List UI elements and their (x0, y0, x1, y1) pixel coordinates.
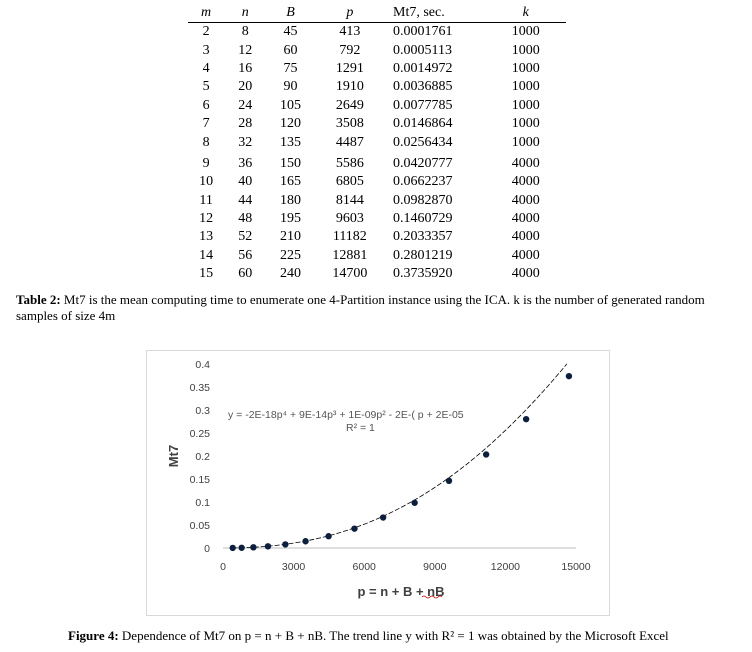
data-point (380, 514, 386, 520)
cell-k: 4000 (511, 211, 540, 227)
data-point (523, 416, 529, 422)
cell-n: 28 (238, 116, 253, 132)
cell-b: 135 (280, 134, 302, 150)
x-tick-label: 12000 (490, 561, 521, 573)
cell-m: 11 (199, 192, 213, 208)
cell-k: 1000 (511, 79, 540, 95)
cell-b: 195 (280, 211, 302, 227)
cell-b: 45 (283, 24, 298, 40)
table-row (188, 228, 566, 246)
cell-b: 225 (280, 247, 302, 263)
header-p: p (315, 4, 385, 23)
data-point (566, 373, 572, 379)
cell-k: 1000 (511, 42, 540, 58)
trend-line (233, 364, 567, 548)
cell-n: 56 (238, 247, 253, 263)
x-tick-label: 9000 (423, 561, 447, 573)
cell-m: 3 (202, 42, 210, 58)
cell-n: 36 (238, 155, 253, 171)
cell-p: 2649 (335, 97, 364, 113)
data-point (411, 500, 417, 506)
cell-p: 1910 (335, 79, 364, 95)
cell-k: 1000 (511, 134, 540, 150)
cell-k: 4000 (511, 174, 540, 190)
cell-b: 210 (280, 229, 302, 245)
data-point (238, 545, 244, 551)
header-b: B (266, 4, 314, 23)
x-tick-label: 3000 (281, 561, 306, 573)
cell-p: 5586 (335, 155, 364, 171)
cell-mt7: 0.1460729 (393, 211, 453, 227)
cell-p: 4487 (335, 134, 364, 150)
data-point (483, 451, 489, 457)
cell-mt7: 0.0420777 (393, 155, 453, 171)
cell-p: 1291 (335, 60, 364, 76)
cell-m: 12 (199, 211, 214, 227)
table-row (188, 152, 566, 173)
x-axis-label: p = n + B + nB (357, 584, 445, 599)
cell-n: 8 (241, 24, 249, 40)
cell-m: 13 (199, 229, 214, 245)
table-row (188, 210, 566, 228)
cell-n: 32 (238, 134, 253, 150)
table-row (188, 173, 566, 191)
cell-mt7: 0.0662237 (393, 174, 453, 190)
cell-k: 1000 (511, 116, 540, 132)
cell-p: 413 (339, 24, 361, 40)
data-point (282, 541, 288, 547)
data-point (302, 538, 308, 544)
cell-p: 8144 (335, 192, 364, 208)
y-tick-label: 0.05 (189, 520, 210, 532)
cell-b: 120 (280, 116, 302, 132)
cell-b: 240 (280, 266, 302, 282)
y-tick-label: 0.4 (195, 359, 210, 371)
cell-mt7: 0.0146864 (393, 116, 453, 132)
table-row (188, 78, 566, 96)
cell-p: 11182 (332, 229, 367, 245)
cell-n: 24 (238, 97, 253, 113)
cell-n: 52 (238, 229, 253, 245)
results-table (188, 4, 566, 283)
cell-b: 180 (280, 192, 302, 208)
cell-k: 4000 (511, 155, 540, 171)
cell-p: 6805 (335, 174, 364, 190)
cell-p: 3508 (335, 116, 364, 132)
table-row (188, 133, 566, 151)
header-mt7: Mt7, sec. (385, 4, 486, 23)
data-point (446, 478, 452, 484)
cell-mt7: 0.2033357 (393, 229, 453, 245)
cell-mt7: 0.0256434 (393, 134, 453, 150)
cell-b: 60 (283, 42, 298, 58)
data-point (265, 543, 271, 549)
table-caption-label: Table 2: (16, 292, 61, 307)
figure-caption (68, 628, 748, 644)
x-tick-label: 15000 (561, 561, 591, 573)
cell-b: 150 (280, 155, 302, 171)
table-row (188, 60, 566, 78)
cell-m: 2 (202, 24, 210, 40)
cell-b: 165 (280, 174, 302, 190)
table-row (188, 265, 566, 283)
cell-mt7: 0.0001761 (393, 24, 453, 40)
table-body (188, 23, 566, 284)
cell-b: 75 (283, 60, 298, 76)
cell-n: 20 (238, 79, 253, 95)
header-m: m (188, 4, 224, 23)
figure-caption-text: Dependence of Mt7 on p = n + B + nB. The trend line y with R² = 1 was obtained by the Microsoft Excel (118, 628, 669, 643)
y-tick-label: 0.35 (189, 382, 210, 394)
cell-p: 14700 (332, 266, 368, 282)
cell-m: 5 (202, 79, 210, 95)
y-tick-label: 0.3 (195, 405, 210, 417)
table-caption-text: Mt7 is the mean computing time to enumerate one 4-Partition instance using the ICA. k is the number of generated random samples of size 4m (16, 292, 705, 323)
figure-caption-label: Figure 4: (68, 628, 119, 643)
y-axis-label: Mt7 (166, 444, 181, 468)
data-point (325, 533, 331, 539)
cell-k: 4000 (511, 266, 540, 282)
cell-n: 16 (238, 60, 253, 76)
y-tick-label: 0 (204, 543, 210, 555)
table-header-row (188, 4, 566, 23)
cell-m: 7 (202, 116, 210, 132)
cell-m: 8 (202, 134, 210, 150)
table-row (188, 192, 566, 210)
cell-mt7: 0.0077785 (393, 97, 453, 113)
table-row (188, 23, 566, 42)
cell-b: 90 (283, 79, 298, 95)
cell-m: 9 (202, 155, 210, 171)
trend-r2: R² = 1 (346, 422, 375, 434)
cell-m: 6 (202, 97, 210, 113)
y-tick-label: 0.25 (189, 428, 210, 440)
table-row (188, 41, 566, 59)
cell-n: 60 (238, 266, 253, 282)
y-tick-label: 0.15 (189, 474, 210, 486)
cell-mt7: 0.0982870 (393, 192, 453, 208)
header-n: n (224, 4, 266, 23)
cell-n: 48 (238, 211, 253, 227)
cell-p: 12881 (332, 247, 368, 263)
cell-m: 14 (199, 247, 214, 263)
cell-m: 15 (199, 266, 214, 282)
cell-m: 10 (199, 174, 214, 190)
trend-equation: y = -2E-18p⁴ + 9E-14p³ + 1E-09p² - 2E-( p + 2E-05 (228, 409, 464, 421)
data-point (250, 544, 256, 550)
cell-k: 4000 (511, 229, 540, 245)
cell-k: 1000 (511, 97, 540, 113)
cell-mt7: 0.0005113 (393, 42, 452, 58)
cell-mt7: 0.2801219 (393, 247, 453, 263)
x-tick-label: 0 (220, 561, 226, 573)
table-caption (16, 292, 736, 324)
cell-b: 105 (280, 97, 302, 113)
cell-m: 4 (202, 60, 210, 76)
data-point (351, 525, 357, 531)
cell-p: 792 (339, 42, 361, 58)
cell-k: 4000 (511, 247, 540, 263)
data-point (230, 545, 236, 551)
cell-mt7: 0.0014972 (393, 60, 453, 76)
cell-mt7: 0.3735920 (393, 266, 453, 282)
chart (146, 350, 608, 614)
cell-mt7: 0.0036885 (393, 79, 453, 95)
y-tick-label: 0.2 (195, 451, 210, 463)
cell-k: 1000 (511, 24, 540, 40)
cell-n: 44 (238, 192, 253, 208)
x-tick-label: 6000 (352, 561, 376, 573)
y-tick-label: 0.1 (195, 497, 210, 509)
cell-k: 4000 (511, 192, 540, 208)
cell-n: 12 (238, 42, 253, 58)
table-row (188, 247, 566, 265)
table-row (188, 115, 566, 133)
header-k: k (486, 4, 566, 23)
cell-p: 9603 (335, 211, 364, 227)
cell-k: 1000 (511, 60, 540, 76)
cell-n: 40 (238, 174, 253, 190)
table-row (188, 97, 566, 115)
